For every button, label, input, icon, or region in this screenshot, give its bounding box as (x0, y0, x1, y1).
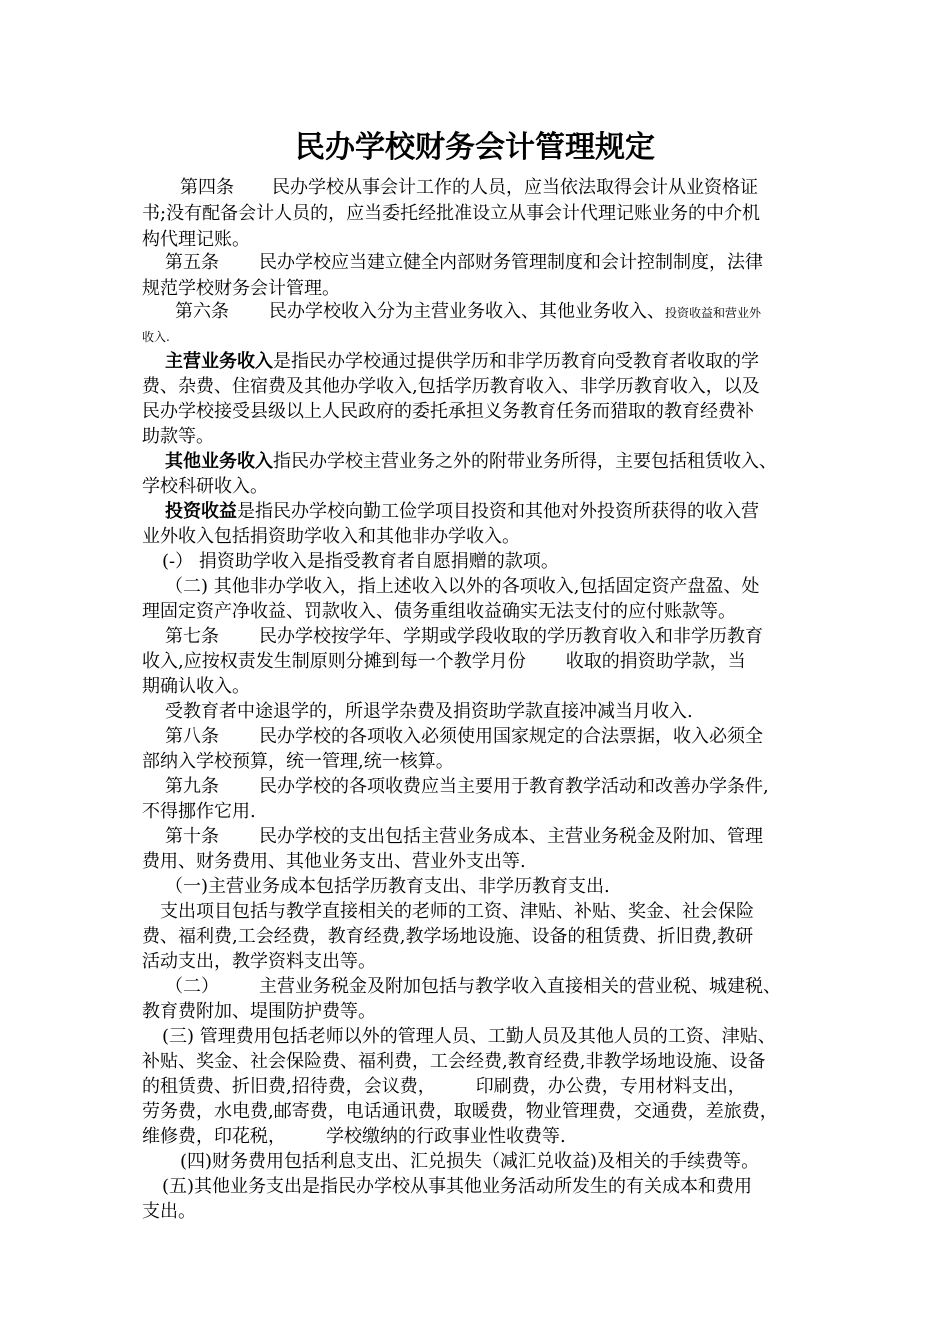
item-text: 维修费，印花税， (142, 1126, 286, 1147)
article-text: 民办学校按学年、学期或学段收取的学历教育收入和非学历教育 (259, 626, 763, 647)
article-number: 第九条 (165, 776, 219, 797)
item-2-line-1 (165, 974, 781, 999)
text-line: 收入. (142, 330, 170, 344)
article-7-line-2 (142, 649, 746, 674)
text-line: 规范学校财务会计管理。 (142, 278, 340, 299)
text-line: 教育费附加、堤围防护费等。 (142, 1001, 376, 1022)
text-line: 活动支出，教学资料支出等。 (142, 951, 376, 972)
text-line: 理固定资产净收益、罚款收入、债务重组收益确实无法支付的应付账款等。 (142, 601, 736, 622)
document-title: 民办学校财务会计管理规定 (295, 130, 655, 165)
text-line: 助款等。 (142, 426, 214, 447)
text-line: 支出项目包括与教学直接相关的老师的工资、津贴、补贴、奖金、社会保险 (160, 901, 754, 922)
article-text: 收入,应按权责发生制原则分摊到每一个教学月份 (142, 651, 526, 672)
text-line: 学校科研收入。 (142, 476, 268, 497)
article-text: 收取的捐资助学款，当 (565, 651, 746, 672)
text-line: 部纳入学校预算，统一管理,统一核算。 (142, 751, 454, 772)
text-line: 劳务费，水电费,邮寄费，电话通讯费，取暖费，物业管理费，交通费，差旅费， (142, 1101, 778, 1122)
text-line: 支出。 (142, 1201, 196, 1222)
article-text: 民办学校从事会计工作的人员，应当依法取得会计从业资格证 (272, 177, 758, 198)
text-line: 书;没有配备会计人员的，应当委托经批准设立从事会计代理记账业务的中介机 (142, 203, 761, 224)
text-line: (三) 管理费用包括老师以外的管理人员、工勤人员及其他人员的工资、津贴、 (162, 1026, 776, 1047)
article-number: 第十条 (165, 826, 219, 847)
text-line: （二) 其他非办学收入，指上述收入以外的各项收入,包括固定资产盘盈、处 (165, 576, 760, 597)
item-text: 主营业务税金及附加包括与教学收入直接相关的营业税、城建税、 (259, 976, 781, 997)
term-text: 是指民办学校向勤工俭学项目投资和其他对外投资所获得的收入营 (237, 501, 759, 522)
article-text-small: 投资收益和营业外 (665, 306, 762, 320)
article-4-line-1 (180, 175, 758, 200)
text-line: （一)主营业务成本包括学历教育支出、非学历教育支出. (165, 876, 610, 897)
item-text: 的租赁费、折旧费,招待费，会议费， (142, 1076, 436, 1097)
text-line: (-） 捐资助学收入是指受教育者自愿捐赠的款项。 (162, 551, 559, 572)
item-text: 印刷费，办公费，专用材料支出， (475, 1076, 746, 1097)
article-text: 民办学校的各项收费应当主要用于教育教学活动和改善办学条件, (259, 776, 769, 797)
article-7-line-1 (165, 624, 763, 649)
text-line: 费、福利费,工会经费，教育经费,教学场地设施、设备的租赁费、折旧费,教研 (142, 926, 754, 947)
text-line: 期确认收入。 (142, 676, 250, 697)
term-heading: 投资收益 (165, 501, 237, 522)
article-8-line-1 (165, 724, 763, 749)
article-9-line-1 (165, 774, 769, 799)
text-line: 补贴、奖金、社会保险费、福利费，工会经费,教育经费,非教学场地设施、设备 (142, 1051, 766, 1072)
article-number: 第七条 (165, 626, 219, 647)
term-heading: 主营业务收入 (165, 351, 273, 372)
article-text: 民办学校的支出包括主营业务成本、主营业务税金及附加、管理 (259, 826, 763, 847)
article-text: 民办学校应当建立健全内部财务管理制度和会计控制制度，法律 (259, 252, 763, 273)
text-line: 构代理记账。 (142, 229, 250, 250)
text-line: 不得挪作它用. (142, 801, 256, 822)
text-line: 民办学校接受县级以上人民政府的委托承担义务教育任务而猎取的教育经费补 (142, 401, 754, 422)
article-10-line-1 (165, 824, 763, 849)
article-number: 第五条 (165, 252, 219, 273)
text-line: (五)其他业务支出是指民办学校从事其他业务活动所发生的有关成本和费用 (162, 1176, 753, 1197)
text-line: 费、杂费、住宿费及其他办学收入,包括学历教育收入、非学历教育收入，以及 (142, 376, 760, 397)
other-income-line-1 (165, 449, 777, 474)
text-line: 费用、财务费用、其他业务支出、营业外支出等. (142, 851, 526, 872)
item-text: 学校缴纳的行政事业性收费等. (326, 1126, 566, 1147)
article-number: 第六条 (175, 301, 229, 322)
text-line: 受教育者中途退学的，所退学杂费及捐资助学款直接冲减当月收入. (165, 701, 693, 722)
article-5-line-1 (165, 250, 763, 275)
article-6-line-1 (175, 299, 761, 324)
article-number: 第八条 (165, 726, 219, 747)
term-text: 指民办学校主营业务之外的附带业务所得，主要包括租赁收入、 (273, 451, 777, 472)
item-3-line-5 (142, 1124, 566, 1149)
item-number: （二） (165, 976, 219, 997)
item-3-line-3 (142, 1074, 746, 1099)
term-heading: 其他业务收入 (165, 451, 273, 472)
article-number: 第四条 (180, 177, 234, 198)
article-text: 民办学校的各项收入必须使用国家规定的合法票据，收入必须全 (259, 726, 763, 747)
term-text: 是指民办学校通过提供学历和非学历教育向受教育者收取的学 (273, 351, 759, 372)
investment-income-line-1 (165, 499, 759, 524)
main-income-line-1 (165, 349, 759, 374)
text-line: 业外收入包括捐资助学收入和其他非办学收入。 (142, 526, 520, 547)
article-text: 民办学校收入分为主营业务收入、其他业务收入、 (269, 301, 665, 322)
text-line: (四)财务费用包括利息支出、汇兑损失（减汇兑收益)及相关的手续费等。 (180, 1151, 760, 1172)
